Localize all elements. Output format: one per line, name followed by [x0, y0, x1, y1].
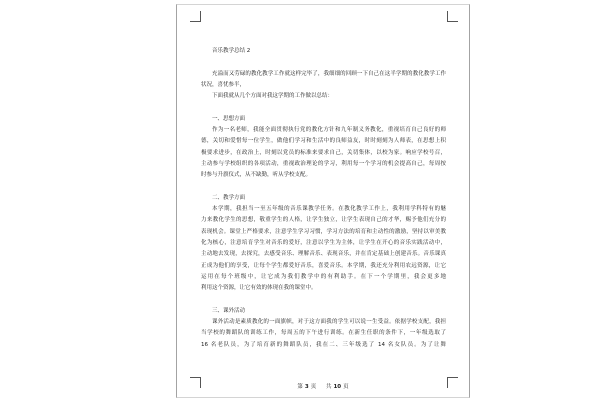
page-suffix: 页	[310, 384, 317, 390]
paragraph-line: 充溢而又劳碌的教化教学工作就这样完毕了，我细细的回顾一下自己在这半学期的教化教学工作	[212, 70, 446, 77]
paragraph-line: 课外活动是素质教化的一面旗帜，对于这方面我的学生可以说一生受益。依据学校支配，我担	[212, 319, 446, 326]
crop-mark-top-left	[190, 11, 201, 22]
blank-line	[201, 57, 446, 68]
paragraph-line: 下面我就从几个方面对我这学期的工作做以总结：	[212, 93, 334, 100]
page-prefix: 第	[297, 384, 303, 390]
paragraph-line: 利用这个资源，让它有效的体现在我的课堂中。	[201, 285, 317, 292]
crop-mark-top-right	[447, 11, 458, 22]
paragraph-line: 化为核心，注意培育学生对音乐的爱好，注意以学生为主体，让学生在开心的音乐实践活动中，	[201, 240, 446, 247]
section-heading: 三、课外活动	[212, 307, 246, 314]
paragraph-line: 运用在每个班级中，让它成为我们教学中的有利助手。在下一个学期里，我会更多地	[201, 273, 446, 280]
section-heading: 一、思想方面	[212, 115, 246, 122]
paragraph-line: 极要求进步，在政治上，时刻以党员的标准来要求自己，关切集体，以校为家。响应学校号召，	[201, 149, 446, 156]
paragraph-line: 当学校的舞蹈队的训练工作，每周五的下午进行训练。在新生任职的条件下，一年级选取了	[201, 330, 446, 337]
document-title: 音乐教学总结 2	[212, 48, 251, 54]
blank-line	[201, 182, 446, 193]
paragraph-line: 时参与升旗仪式，从不缺勤，听从学校支配。	[201, 172, 312, 179]
total-suffix: 页	[343, 384, 349, 390]
paragraph-line: 本学期，我担当一至五年级的音乐课教学任务。在教化教学工作上，我利用学科特有的魅	[212, 206, 446, 213]
document-body	[201, 46, 446, 351]
paragraph-line: 表现机会。课堂上严格要求，注意学生学习习惯，学习方法的培育和主动性的激励，坚持以审美教	[201, 228, 446, 235]
paragraph-line: 德，关切和爱惜每一位学生，做他们学习和生活中的良师益友，时时刻刻为人师表，在思想上积	[201, 138, 446, 145]
total-pages-label	[326, 384, 349, 390]
page-footer	[176, 382, 470, 393]
page-number: 3	[304, 384, 309, 390]
blank-line	[201, 295, 446, 306]
paragraph-line: 作为一名老师，我能全面贯彻执行党的教化方针和九年制义务教化，重视培育自己良好的师	[212, 127, 446, 134]
total-pages-number: 10	[333, 384, 342, 390]
paragraph-line: 正成为他们的享受，让每个学生都爱好音乐，喜爱音乐。本学期，我还充分利用农远资源，让它	[201, 262, 446, 269]
paragraph-line: 力来教化学生的思想，敬重学生的人格，让学生独立，让学生表现自己的才华，赐予他们充分的	[201, 217, 446, 224]
paragraph-line: 主动参与学校组织的各项活动，重视政治理论的学习，利用每一个学习的机会提高自己，每周按	[201, 160, 446, 167]
total-prefix: 共	[325, 384, 332, 390]
paragraph-line: 16 名老队员，为了培育新的舞蹈队员，我在二、三年级选了 14 名女队员。为了让舞	[201, 341, 446, 348]
page-number-label	[297, 384, 318, 390]
paragraph-line: 主动地去发现，去探究，去感受音乐、理解音乐、表现音乐，并在肯定基础上创建音乐。音乐课真	[201, 251, 446, 258]
blank-line	[201, 102, 446, 113]
section-heading: 二、教学方面	[212, 194, 246, 201]
paragraph-line: 状况，喜忧参半，	[201, 81, 246, 88]
